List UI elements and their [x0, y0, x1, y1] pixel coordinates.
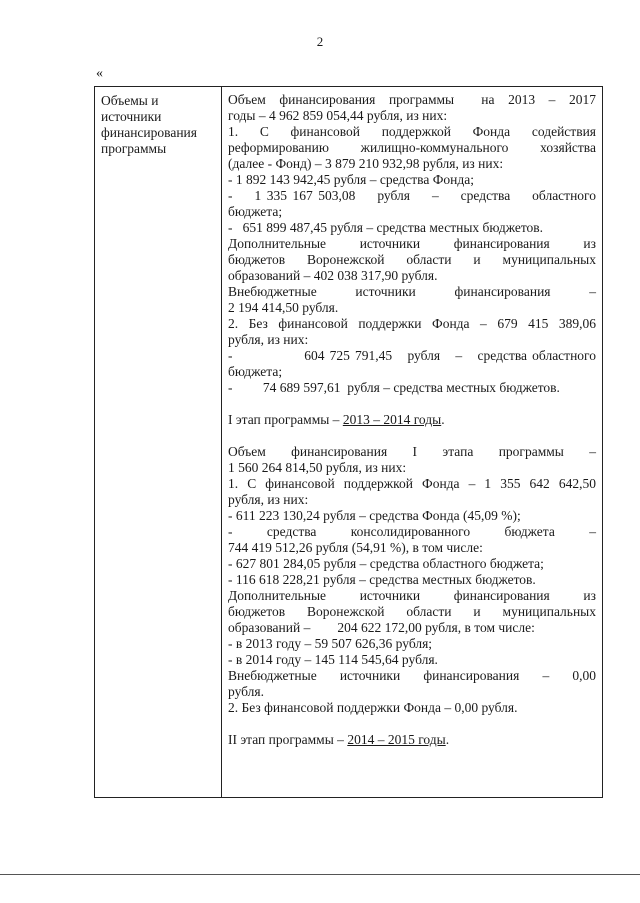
content-line-text: - в 2013 году – 59 507 626,36 рубля; — [228, 636, 433, 651]
page-bottom-rule — [0, 874, 640, 875]
financing-table — [94, 86, 603, 798]
content-line-text: бюджета; — [228, 364, 283, 379]
paragraph-gap — [228, 396, 596, 412]
content-line — [228, 700, 596, 716]
content-line-text: рубля, из них: — [228, 492, 309, 507]
content-line — [228, 284, 596, 300]
content-line-text: 1. С финансовой поддержкой Фонда – 1 355 642 642,50 — [228, 476, 596, 491]
content-line-text: образований – 204 622 172,00 рубля, в том числе: — [228, 620, 535, 635]
content-line — [228, 252, 596, 268]
content-line-text: Объем финансирования I этапа программы – — [228, 444, 596, 459]
content-line-text: - 116 618 228,21 рубля – средства местных бюджетов. — [228, 572, 536, 587]
content-line-text: - в 2014 году – 145 114 545,64 рубля. — [228, 652, 438, 667]
content-line-text: - 1 892 143 942,45 рубля – средства Фонда; — [228, 172, 474, 187]
content-line-text: II этап программы – — [228, 732, 348, 747]
content-line-text: Внебюджетные источники финансирования – 0,00 — [228, 668, 596, 683]
content-line — [228, 268, 596, 284]
content-line-text: 2 194 414,50 рубля. — [228, 300, 339, 315]
content-line-text: I этап программы – — [228, 412, 343, 427]
content-line — [228, 508, 596, 524]
content-line — [228, 492, 596, 508]
content-line-text: Дополнительные источники финансирования из — [228, 236, 596, 251]
table-content-cell — [228, 92, 596, 748]
content-line-text: - 1 335 167 503,08 рубля – средства областного — [228, 188, 596, 203]
content-line — [228, 652, 596, 668]
content-line — [228, 92, 596, 108]
content-line — [228, 108, 596, 124]
content-line — [228, 684, 596, 700]
content-line — [228, 332, 596, 348]
content-line-text: Дополнительные источники финансирования из — [228, 588, 596, 603]
stage-period-underlined: 2014 – 2015 годы — [347, 732, 446, 747]
content-line — [228, 172, 596, 188]
content-line — [228, 732, 596, 748]
content-line — [228, 188, 596, 204]
table-label-cell — [101, 93, 217, 157]
content-line — [228, 380, 596, 396]
content-line — [228, 668, 596, 684]
content-line — [228, 444, 596, 460]
content-line — [228, 460, 596, 476]
content-line-text: 744 419 512,26 рубля (54,91 %), в том числе: — [228, 540, 483, 555]
content-line — [228, 300, 596, 316]
content-line-text: - 651 899 487,45 рубля – средства местных бюджетов. — [228, 220, 544, 235]
content-line — [228, 524, 596, 540]
page-number: 2 — [316, 34, 324, 49]
paragraph-gap — [228, 428, 596, 444]
content-line — [228, 540, 596, 556]
table-label-line: финансирования — [101, 125, 197, 140]
content-line — [228, 604, 596, 620]
content-line-text: 2. Без финансовой поддержки Фонда – 679 415 389,06 — [228, 316, 596, 331]
content-line — [228, 572, 596, 588]
content-line-text: образований – 402 038 317,90 рубля. — [228, 268, 438, 283]
content-line-text: - средства консолидированного бюджета – — [228, 524, 596, 539]
content-line — [228, 316, 596, 332]
content-line-text: - 604 725 791,45 рубля – средства областного — [228, 348, 596, 363]
content-line — [228, 140, 596, 156]
stage-period-underlined: 2013 – 2014 годы — [342, 412, 442, 427]
content-line — [228, 588, 596, 604]
content-line-text: 1. С финансовой поддержкой Фонда содействия — [228, 124, 596, 139]
content-line — [228, 236, 596, 252]
content-line-text: (далее - Фонд) – 3 879 210 932,98 рубля, из них: — [228, 156, 504, 171]
content-line-text: реформированию жилищно-коммунального хозяйства — [228, 140, 596, 155]
table-label-line: программы — [101, 141, 167, 156]
content-line-text: 1 560 264 814,50 рубля, из них: — [228, 460, 407, 475]
content-line-text: бюджета; — [228, 204, 283, 219]
content-line-text: Объем финансирования программы на 2013 – 2017 — [228, 92, 596, 107]
content-line — [228, 620, 596, 636]
content-line — [228, 412, 596, 428]
content-line — [228, 124, 596, 140]
content-line-text: - 74 689 597,61 рубля – средства местных бюджетов. — [228, 380, 560, 395]
content-line — [228, 364, 596, 380]
table-label-line: Объемы и — [101, 93, 159, 108]
content-line — [228, 220, 596, 236]
content-line-text: рубля. — [228, 684, 264, 699]
table-column-divider — [221, 87, 222, 797]
content-line — [228, 348, 596, 364]
content-line — [228, 556, 596, 572]
content-line-text: годы – 4 962 859 054,44 рубля, из них: — [228, 108, 448, 123]
opening-quote-mark: « — [96, 66, 103, 81]
content-line-suffix: . — [441, 412, 445, 427]
content-line-text: 2. Без финансовой поддержки Фонда – 0,00 рубля. — [228, 700, 518, 715]
paragraph-gap — [228, 716, 596, 732]
content-line-suffix: . — [445, 732, 450, 747]
table-label-line: источники — [101, 109, 162, 124]
content-line — [228, 156, 596, 172]
content-line-text: - 627 801 284,05 рубля – средства областного бюджета; — [228, 556, 544, 571]
content-line — [228, 476, 596, 492]
content-line-text: - 611 223 130,24 рубля – средства Фонда (45,09 %); — [228, 508, 521, 523]
content-line — [228, 636, 596, 652]
content-line — [228, 204, 596, 220]
content-line-text: бюджетов Воронежской области и муниципальных — [228, 252, 596, 267]
content-line-text: бюджетов Воронежской области и муниципальных — [228, 604, 596, 619]
content-line-text: рубля, из них: — [228, 332, 309, 347]
content-line-text: Внебюджетные источники финансирования – — [228, 284, 596, 299]
